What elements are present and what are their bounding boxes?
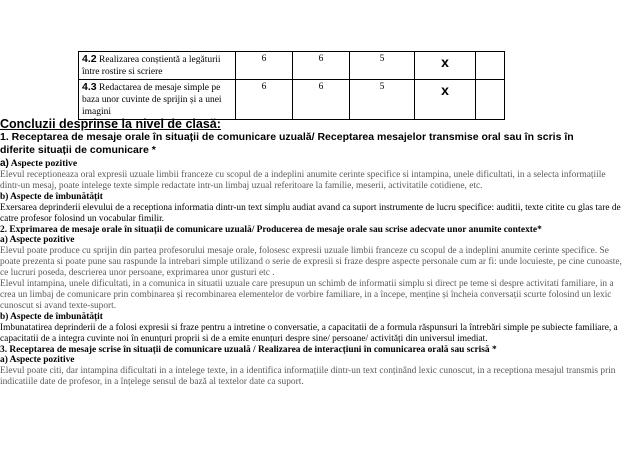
section2-improve-heading: b) Aspecte de îmbunătățit [0, 311, 103, 322]
criterion-cell [79, 80, 236, 120]
score-cell: 6 [293, 52, 350, 80]
table-row [79, 80, 505, 120]
section1-positive-prefix: a) [0, 158, 9, 169]
empty-cell [476, 80, 505, 120]
score-cell: 5 [350, 80, 415, 120]
criterion-label: Realizarea conștientă a legăturii între rostire si scriere [82, 55, 221, 77]
section3-positive-heading: a) Aspecte pozitive [0, 355, 75, 366]
x-mark-icon: x [441, 54, 449, 70]
empty-cell [476, 52, 505, 80]
score-cell: 6 [293, 80, 350, 120]
criterion-code: 4.2 [82, 53, 97, 65]
criterion-code: 4.3 [82, 81, 97, 93]
score-cell: 6 [236, 80, 293, 120]
section1-heading-line2: diferite situații de comunicare * [0, 144, 156, 156]
section2-heading: 2. Exprimarea de mesaje orale în situații de comunicare uzuală/ Producerea de mesaje orale sau scrise adecvate unor anumite contexte* [0, 224, 542, 235]
criteria-table [78, 51, 505, 120]
section2-positive-text: Elevul poate produce cu sprijin din partea profesorului mesaje orale, folosesc expresii uzuale limbii franceze cu scopul de a indeplini anumite cerinte specifice. Se poate prezenta si poate pune sau raspunde la intrebari simple utilizand o serie de expresii si fraze despre aspecte personale cum ar fi: unde locuieste, pe cine cunoaste, ce lucruri poseda, descrierea unor persoane, exprimarea unor gusturi etc . [0, 246, 622, 279]
criterion-label: Redactarea de mesaje simple pe baza unor cuvinte de sprijin și a unei imagini [82, 83, 222, 117]
section1-positive-text: Elevul receptioneaza oral expresii uzuale limbii franceze cu scopul de a indeplini anumite cerinte specifice si intampina, unele dificultati, in a selecta informațiile dintr-un mesaj, poate intelege texte simple redactate intr-un limbaj uzual referitoare la familie, meserii, activitatile cotidiene, etc. [0, 170, 606, 191]
conclusions-section [0, 117, 628, 388]
section1-heading-line1: 1. Receptarea de mesaje orale în situații de comunicare uzuală/ Receptarea mesajelor transmise oral sau în scris în [0, 131, 574, 143]
section2-positive-heading: a) Aspecte pozitive [0, 235, 75, 246]
mark-cell [415, 52, 476, 80]
section1-improve-text: Exersarea deprinderii elevului de a receptiona informatia dintr-un text simplu audiat avand ca suport instrumente de lucru specifice: auditii, texte citite cu glas tare de catre profesor folosind un vocabular fimilir. [0, 202, 621, 224]
score-cell: 5 [350, 52, 415, 80]
score-cell: 6 [236, 52, 293, 80]
section1-heading [0, 131, 628, 157]
conclusions-title: Concluzii desprinse la nivel de clasă: [0, 117, 221, 131]
mark-cell [415, 80, 476, 120]
table-row [79, 52, 505, 80]
section1-positive-heading [0, 157, 628, 170]
section2-positive-text2: Elevul intampina, unele dificultati, in a comunica in situatii uzuale care presupun un schimb de informatii simplu si direct pe teme si despre activitati familiare, in a crea un limbaj de comunicare prin combinarea și recombinarea elementelor de vorbire familiare, in a începe, menține și încheia conversații scurte folosind un lexic cunoscut si avand texte-suport. [0, 279, 614, 311]
x-mark-icon: x [441, 82, 449, 98]
section1-positive-label: Aspecte pozitive [8, 158, 78, 169]
section3-positive-text: Elevul poate citi, dar intampina dificultati in a intelege texte, in a identifica informațiile dintr-un text conținând lexic cunoscut, in a receptiona mesajul transmis prin indicatiile date de profesor, in a înțelege sensul de bază al textelor date ca suport. [0, 366, 616, 388]
section3-heading: 3. Receptarea de mesaje scrise în situații de comunicare uzuală / Realizarea de interacțiuni în comunicarea orală sau scrisă * [0, 344, 497, 355]
criterion-cell [79, 52, 236, 80]
section1-improve-heading: b) Aspecte de îmbunătățit [0, 191, 103, 202]
section2-improve-text: Imbunatatirea deprinderii de a folosi expresii si fraze pentru a intretine o conversatie, a capacitatii de a formula răspunsuri la întrebări simple pe subiecte familiare, a capacitatii de a integra cuvinte noi în enunțuri proprii si de a emite enunțuri despre sine/ persoane/ activități din universul imediat. [0, 322, 618, 344]
